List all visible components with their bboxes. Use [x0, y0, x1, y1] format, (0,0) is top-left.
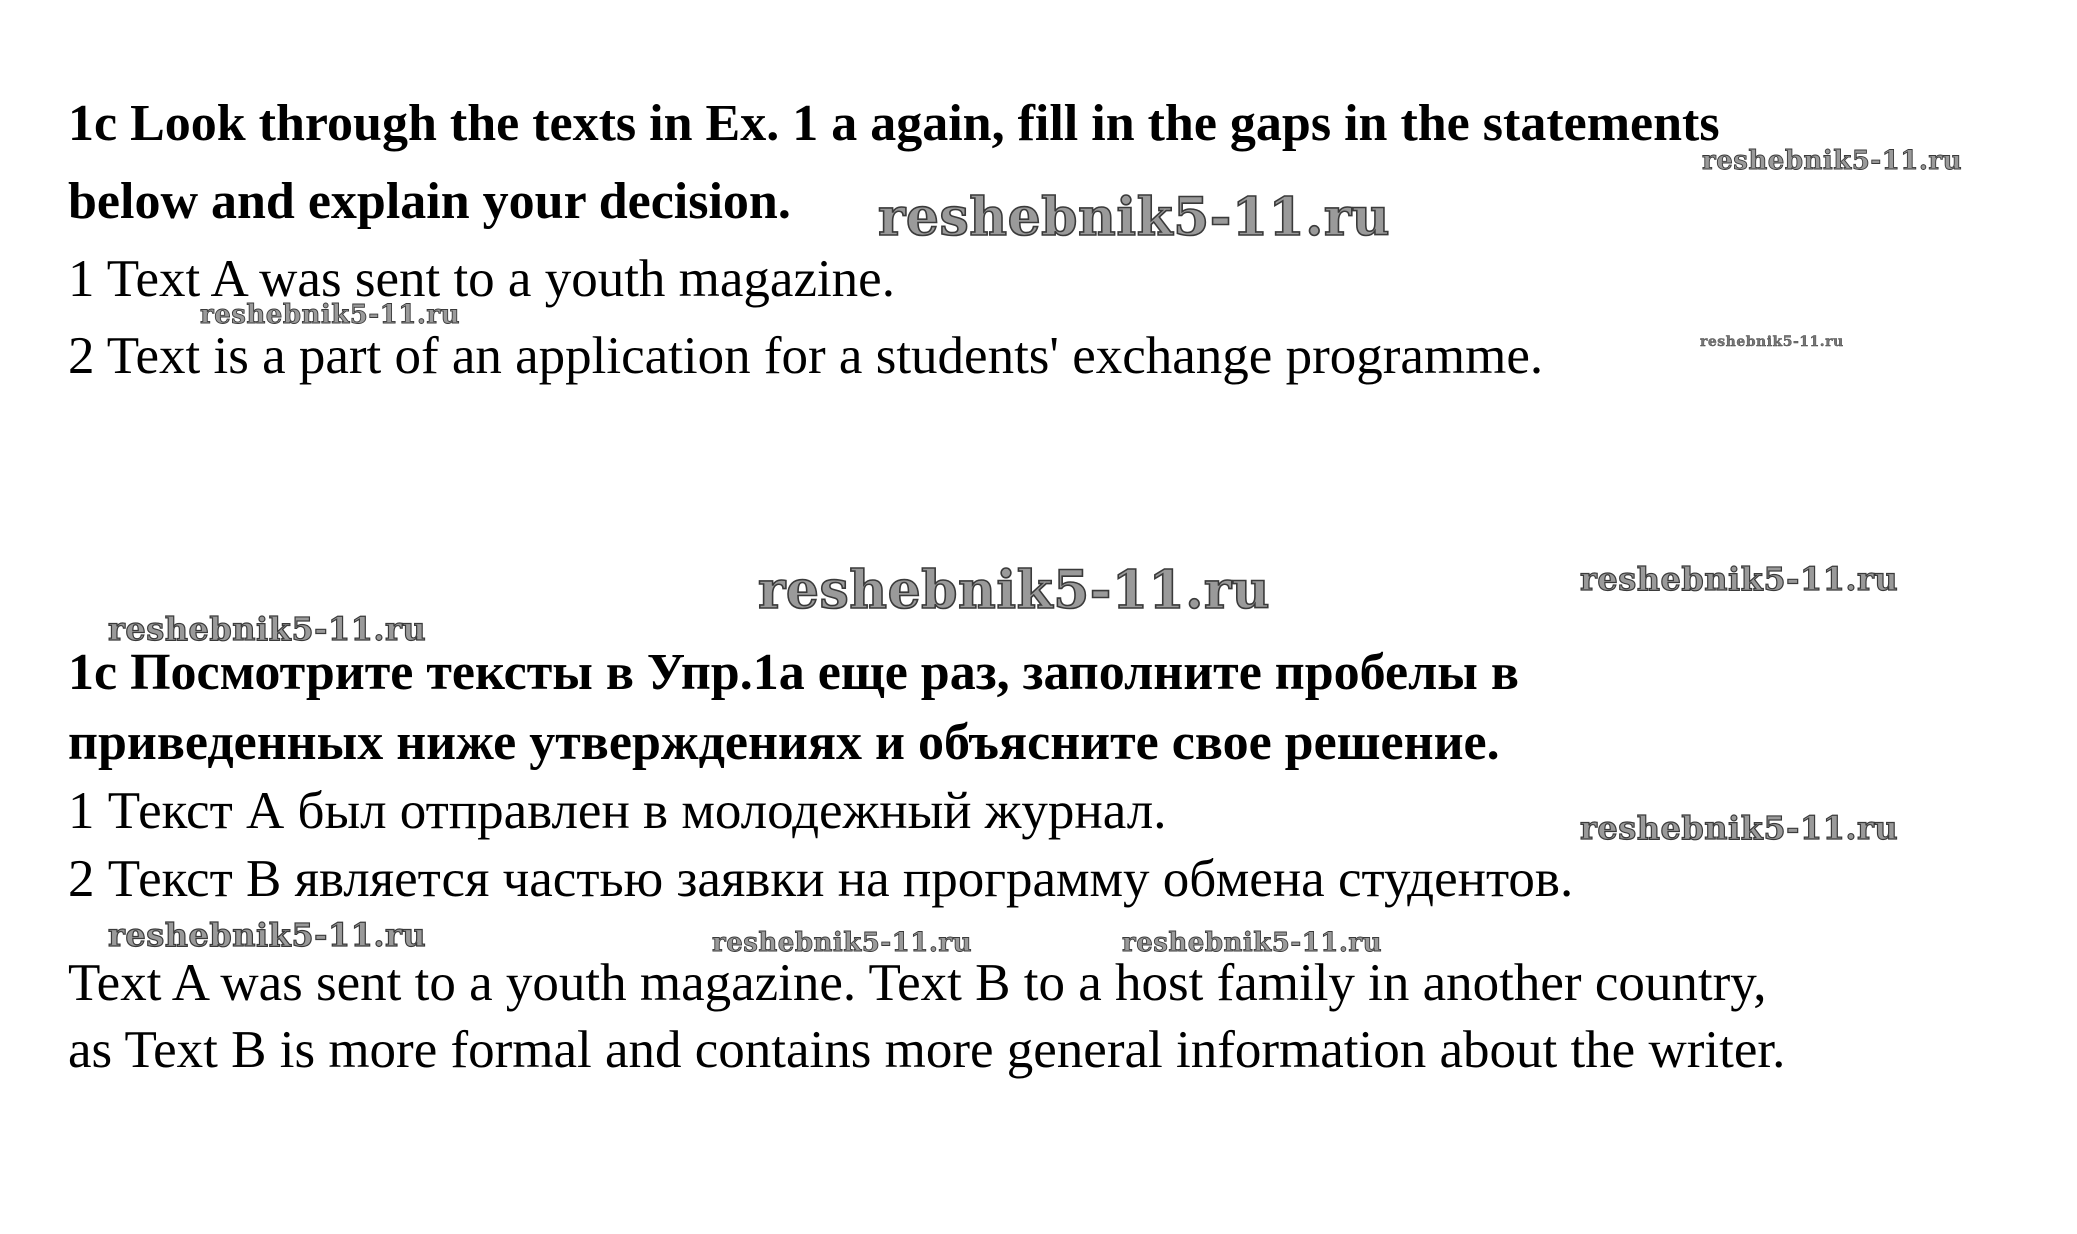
- watermark: reshebnik5-11.ru: [108, 916, 427, 954]
- watermark: reshebnik5-11.ru: [1702, 146, 1963, 176]
- english-heading-line2: below and explain your decision.: [68, 173, 791, 230]
- russian-statement-1: 1 Текст А был отправлен в молодежный журнал.: [68, 782, 1167, 840]
- watermark: reshebnik5-11.ru: [108, 610, 427, 648]
- watermark: reshebnik5-11.ru: [1700, 334, 1844, 350]
- russian-heading-line2: приведенных ниже утверждениях и объясните свое решение.: [68, 714, 1500, 771]
- answer-line1: Text A was sent to a youth magazine. Text B to a host family in another country,: [68, 954, 1767, 1012]
- answer-line2: as Text B is more formal and contains more general information about the writer.: [68, 1021, 1786, 1079]
- watermark: reshebnik5-11.ru: [758, 560, 1271, 621]
- watermark: reshebnik5-11.ru: [1580, 560, 1899, 598]
- watermark: reshebnik5-11.ru: [712, 928, 973, 958]
- watermark: reshebnik5-11.ru: [878, 187, 1391, 248]
- english-statement-1: 1 Text A was sent to a youth magazine.: [68, 250, 895, 308]
- russian-statement-2: 2 Текст В является частью заявки на программу обмена студентов.: [68, 850, 1574, 908]
- english-statement-2: 2 Text is a part of an application for a students' exchange programme.: [68, 327, 1544, 385]
- watermark: reshebnik5-11.ru: [1580, 809, 1899, 847]
- russian-heading-line1: 1c Посмотрите тексты в Упр.1а еще раз, заполните пробелы в: [68, 644, 1519, 701]
- english-heading-line1: 1c Look through the texts in Ex. 1 a again, fill in the gaps in the statements: [68, 95, 1720, 152]
- watermark: reshebnik5-11.ru: [1122, 928, 1383, 958]
- watermark: reshebnik5-11.ru: [200, 300, 461, 330]
